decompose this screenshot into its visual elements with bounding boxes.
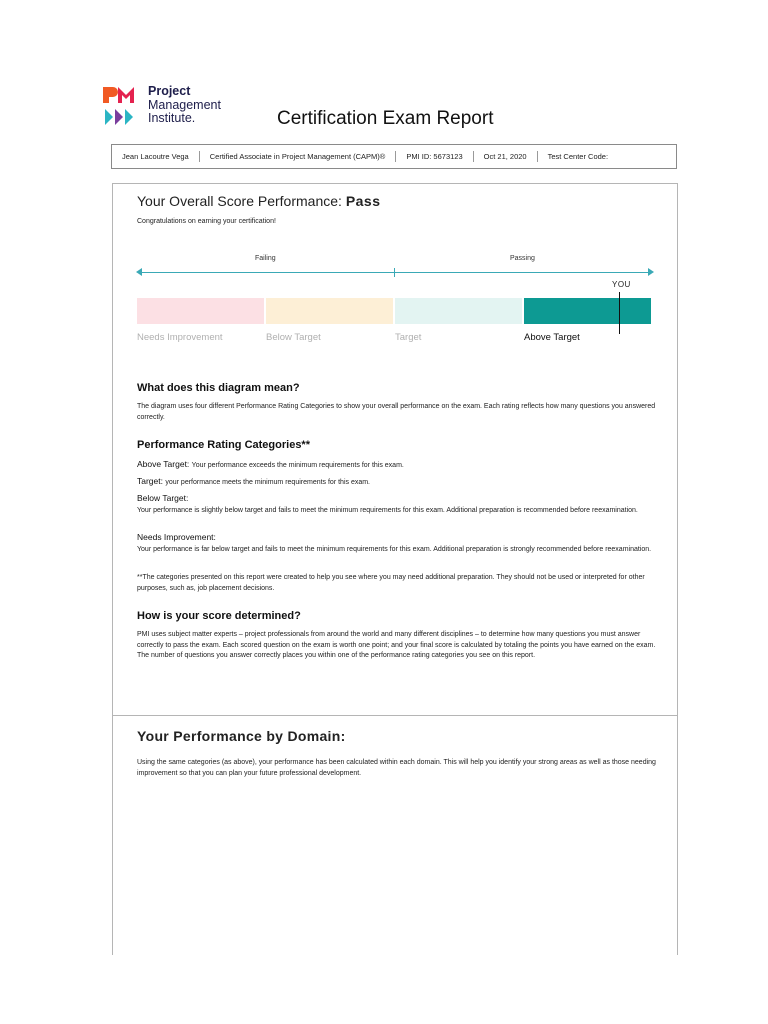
category-below-text: Your performance is slightly below target and fails to meet the minimum requirements for this exam. Additional preparation is recommended before reexamination. bbox=[137, 507, 638, 514]
category-target bbox=[137, 476, 370, 486]
exam-date: Oct 21, 2020 bbox=[483, 152, 527, 161]
overall-score-result: Pass bbox=[345, 193, 381, 209]
category-above-target bbox=[137, 459, 404, 469]
candidate-info-bar bbox=[111, 144, 677, 169]
category-target-title: Target: bbox=[137, 476, 163, 486]
arrow-right-icon bbox=[648, 268, 654, 276]
test-center-code: Test Center Code: bbox=[547, 152, 609, 161]
congratulations-text: Congratulations on earning your certification! bbox=[137, 218, 276, 225]
certification-name: Certified Associate in Project Management (CAPM)® bbox=[209, 152, 386, 161]
logo-line-management: Management bbox=[148, 97, 221, 112]
passing-label: Passing bbox=[510, 255, 535, 262]
you-marker-line bbox=[619, 292, 620, 334]
logo-line-project: Project bbox=[148, 84, 191, 98]
band-needs-improvement bbox=[137, 298, 264, 324]
category-target-text: your performance meets the minimum requirements for this exam. bbox=[165, 479, 371, 486]
overall-score-label: Your Overall Score Performance: bbox=[137, 193, 342, 209]
category-above-title: Above Target: bbox=[137, 459, 190, 469]
logo-line-institute: Institute. bbox=[148, 111, 196, 125]
categories-footnote: **The categories presented on this report were created to help you see where you may need additional preparation. They should not be used or interpreted for other purposes, such as, job placement decisions. bbox=[137, 574, 645, 592]
band-above-target bbox=[524, 298, 651, 324]
band-below-target bbox=[266, 298, 393, 324]
category-above-text: Your performance exceeds the minimum requirements for this exam. bbox=[191, 462, 404, 469]
pass-threshold-tick bbox=[394, 268, 395, 277]
category-needs-text: Your performance is far below target and fails to meet the minimum requirements for this exam. Additional preparation is strongly recommended before reexamination. bbox=[137, 546, 652, 553]
scale-axis-line bbox=[140, 272, 650, 273]
domain-heading: Your Performance by Domain: bbox=[137, 728, 346, 744]
diagram-text: The diagram uses four different Performance Rating Categories to show your overall performance on the exam. Each rating reflects how many questions you answered correctly. bbox=[137, 403, 656, 421]
categories-heading: Performance Rating Categories** bbox=[137, 439, 310, 451]
band-label-above-target: Above Target bbox=[524, 332, 580, 343]
failing-label: Failing bbox=[255, 255, 276, 262]
band-label-below-target: Below Target bbox=[266, 332, 321, 343]
arrow-left-icon bbox=[136, 268, 142, 276]
band-label-needs-improvement: Needs Improvement bbox=[137, 332, 223, 343]
pmi-logo-mark-icon bbox=[103, 85, 145, 127]
diagram-heading: What does this diagram mean? bbox=[137, 382, 300, 394]
band-label-target: Target bbox=[395, 332, 422, 343]
pmi-logo bbox=[103, 85, 243, 129]
category-below-title: Below Target: bbox=[137, 493, 189, 503]
you-marker-label: YOU bbox=[612, 280, 631, 289]
score-text: PMI uses subject matter experts – project professionals from around the world and many different disciplines – to determine how many questions you must answer correctly to pass the exam. Each scored question on the exam is worth one point; and your final score is calculated by totaling the points you have earned on the exam. The number of questions you answer correctly places you within one of the performance rating categories you see on this report. bbox=[137, 631, 656, 659]
pmi-id: PMI ID: 5673123 bbox=[406, 152, 463, 161]
domain-text: Using the same categories (as above), your performance has been calculated within each domain. This will help you identify your strong areas as well as those needing improvement so that you can plan your future professional development. bbox=[137, 759, 656, 777]
domain-performance-panel bbox=[112, 715, 678, 955]
overall-score-heading bbox=[137, 193, 381, 209]
report-title: Certification Exam Report bbox=[277, 108, 494, 129]
candidate-name: Jean Lacoutre Vega bbox=[122, 152, 189, 161]
score-heading: How is your score determined? bbox=[137, 610, 301, 622]
category-needs-title: Needs Improvement: bbox=[137, 532, 216, 542]
band-target bbox=[395, 298, 522, 324]
